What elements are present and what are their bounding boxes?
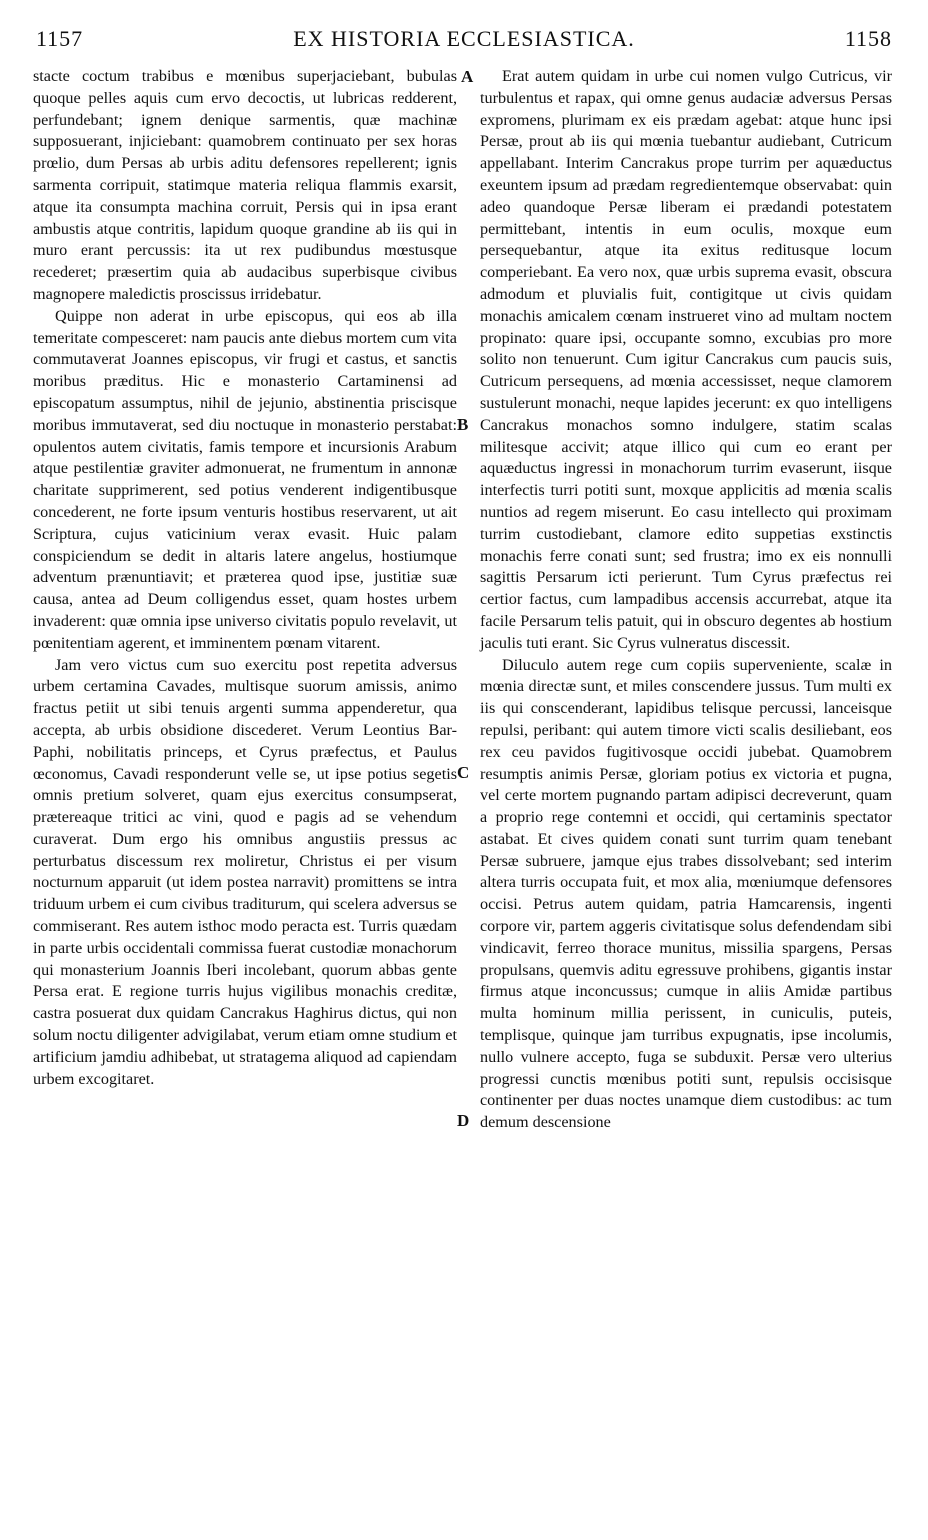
margin-letter-c: C — [457, 763, 470, 782]
paragraph: Diluculo autem rege cum copiis superveniente, scalæ in mœnia directæ sunt, et miles conscendere jussus. Tum multi ex iis qui conscenderant, lapidibus telisque percussi, lanceisque repulsi, peribant: qui autem timore victi scalis desiliebant, eos rex ceu pavidos fugitivosque occidi jubebat. Quamobrem resumptis animis Persæ, gloriam potius ex victoria et pugna, vel certe mortem pugnando partam adipisci decreverunt, quam a proprio rege contemni et occidi, qui certaminis spectator astabat. Et cives quidem conati sunt turrim quam tenebant Persæ subruere, jamque ejus trabes dissolvebant; sed interim altera turris occupata fuit, et mox alia, mœniumque defensores occisi. Petrus autem quidam, patria Hamcarensis, ingenti corpore vir, partem aggeris civitatisque solus defendendam sibi vindicavit, ferreo thorace munitus, missilia spargens, Persas propulsans, quemvis aditu egressuve prohibens, gigantis instar firmus atque inconcussus; cumque in aliis Amidæ partibus multa hominum millia perissent, in cuniculis, puteis, templisque, quinque jam turribus expugnatis, ipse incolumis, nullo vulnere accepto, fuga se subduxit. Persæ vero ulterius progressi cunctis mœnibus potiti sunt, repulsis occisisque continenter per duas noctes unamque diem custodibus: ac tum demum descensione — [480, 655, 892, 1132]
paragraph: stacte coctum trabibus e mœnibus superjaciebant, bubulas quoque pelles aquis cum ervo decoctis, ut lubricas redderent, perfundebant; ignem denique sarmentis, quæ machinæ supposuerant, injiciebant: quamobrem continuato per sex horas prœlio, dum Persas ab urbis aditu defensores repellerent; ignis sarmenta corripuit, statimque materia reliqua flammis exarsit, atque ita consumpta machina corruit, Persis qui in ipsa erant ambustis atque contritis, lapidum quoque grandine ab iis qui in muro erant percussis: ita ut rex pudibundus mœstusque recederet; præsertim quia ab audacibus superbisque civibus magnopere maledictis proscissus irridebatur. — [33, 67, 457, 303]
right-column — [480, 66, 892, 1134]
margin-letter-a: A — [461, 67, 474, 86]
running-title: EX HISTORIA ECCLESIASTICA. — [293, 26, 635, 51]
left-column — [33, 66, 457, 1090]
page-number-left: 1157 — [36, 26, 84, 51]
running-header — [28, 26, 900, 58]
margin-letter-b: B — [457, 415, 469, 434]
margin-letter-d: D — [457, 1111, 470, 1130]
paragraph: Quippe non aderat in urbe episcopus, qui eos ab illa temeritate compesceret: nam paucis ante diebus mortem cum vita commutaverat Joannes episcopus, vir frugi et castus, et sanctis moribus præditus. Hic e monasterio Cartaminensi ad episcopatum assumptus, nihil de jejunio, abstinentia priscisque moribus immutaverat, sed diu noctuque in monasterio perstabat: opulentos autem civitatis, famis tempore et incursionis Arabum atque pestilentiæ graviter admonuerat, ne frumentum in annonæ charitate supprimerent, sed potius venderent indigentibusque concederent, ne forte ipsum venturis hostibus reservarent, ut ait Scriptura, cujus vaticinium verax evasit. Huic palam conspiciendum se dedit in altaris latere angelus, hostiumque adventum prænuntiavit; et præterea quod ipse, justitiæ suæ causa, antea ad Deum colligendus esset, quam hostes urbem invaderent: quæ omnia ipse universo civitatis populo revelavit, ut pœnitentiam agerent, et imminentem pœnam vitarent. — [33, 306, 457, 652]
paragraph: Jam vero victus cum suo exercitu post repetita adversus urbem certamina Cavades, multisque suorum amissis, animo fractus petiit ut sibi tenuis argenti summa appenderetur, qua accepta, ab urbis obsidione discederet. Verum Leontius Bar-Paphi, nobilitatis princeps, et Cyrus præfectus, et Paulus œconomus, Cavadi responderunt velle se, ut ipse potius segetis omnis pretium solveret, quam ejus exercitus consumpserat, prætereaque tritici ac vini, quod e pagis ad se vehendum curaverat. Dum ergo his omnibus angustiis pressus ac perturbatus discessum rex moliretur, Christus ei per visum nocturnum apparuit (ut idem postea narravit) promittens se intra triduum urbem ei cum civibus traditurum, qui scelera adversus se commiserant. Res autem isthoc modo peracta est. Turris quædam in parte urbis occidentali commissa fuerat custodiæ monachorum qui monasterium Joannis Iberi incolebant, quorum abbas gente Persa erat. E regione turris hujus vigilibus monachis creditæ, castra posuerat dux quidam Cancrakus Haghirus dictus, qui non solum noctu diligenter advigilabat, verum etiam omne studium et artificium jamdiu adhibebat, ut stratagema aliquod ad capiendam urbem excogitaret. — [33, 655, 457, 1088]
page-number-right: 1158 — [844, 26, 892, 51]
paragraph: Erat autem quidam in urbe cui nomen vulgo Cutricus, vir turbulentus et rapax, qui omne genus audaciæ adversus Persas expromens, plurimam ex eis prædam agebat: atque hunc ipsi Persæ, prout ab iis qui mœnia tuebantur audiebant, Cutricum appellabant. Interim Cancrakus prope turrim per aquæductus exeuntem ipsum ad prædam regredientemque observabat: quin adeo quandoque Persæ liberam ei prædandi potestatem permittebant, intentis in eum oculis, moxque eum persequebantur, atque ita exitus reditusque locum comperiebant. Ea vero nox, quæ urbis suprema evasit, obscura admodum et pluvialis fuit, contigitque ut civis quidam monachis amicalem cœnam instrueret vino ad multam noctem propinato: quare ipsi, occupante somno, excubias pro more solito non tenuerunt. Cum igitur Cancrakus cum paucis suis, Cutricum persequens, ad mœnia accessisset, neque clamorem sustulerunt monachi, neque lapides jecerunt: ex quo intelligens Cancrakus monachos somno indulgere, statim scalas militesque accivit; atque illico qui cum eo erant per aquæductus ingressi in monachorum turrim evaserunt, iisque interfectis turri potiti sunt, moxque applicitis ad mœnia scalis nuntios ad regem miserunt. Eo casu intellecto qui proximam turrim custodiebant, clamore edito suppetias exstinctis monachis ferre conati sunt; sed frustra; imo ex eis nonnulli sagittis Persarum icti perierunt. Tum Cyrus præfectus rei certior factus, cum lampadibus accensis accurrebat, atque ita facile Persarum telis patuit, qui in obscuro degentes ab hostium jaculis tuti erant. Sic Cyrus vulneratus discessit. — [480, 67, 892, 652]
